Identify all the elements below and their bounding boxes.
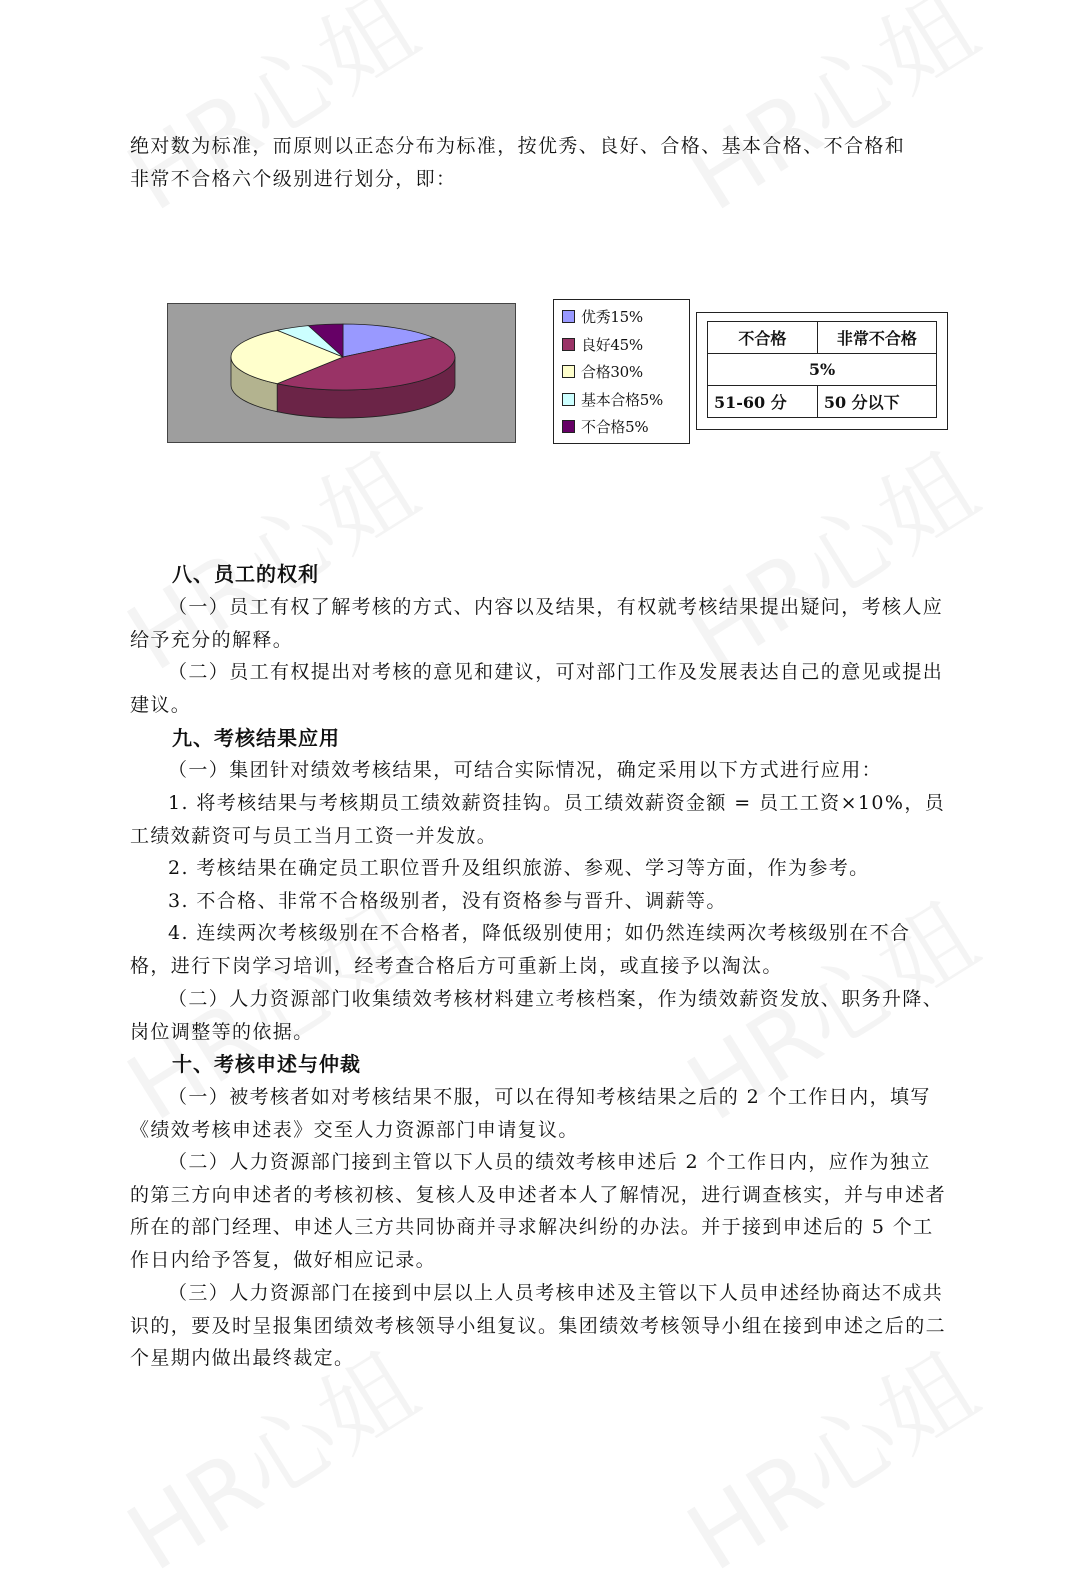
- legend-label: 优秀15%: [581, 308, 643, 327]
- grade-table-frame: [696, 312, 948, 430]
- legend-item: [562, 303, 689, 331]
- section-10-paragraph-3: （三）人力资源部门在接到中层以上人员考核申述及主管以下人员申述经协商达不成共识的，要及时呈报集团绩效考核领导小组复议。集团绩效考核领导小组在接到申述之后的二个星期内做出最终裁定。: [130, 1282, 947, 1370]
- pie-chart-area: [167, 303, 516, 443]
- section-10-paragraph-2: （二）人力资源部门接到主管以下人员的绩效考核申述后 2 个工作日内，应作为独立的第三方向申述者的考核初核、复核人及申述者本人了解情况，进行调查核实，并与申述者所在的部门经理、申述人三方共同协商并寻求解决纠纷的办法。并于接到申述后的 5 个工作日内给予答复，做好相应记录。: [130, 1151, 947, 1271]
- section-8-title: 八、员工的权利: [172, 562, 319, 586]
- table-row: [708, 386, 937, 418]
- legend-swatch: [562, 393, 575, 406]
- section-9-paragraph-2: （二）人力资源部门收集绩效考核材料建立考核档案，作为绩效薪资发放、职务升降、岗位调整等的依据。: [130, 988, 944, 1043]
- pie-chart: [168, 304, 514, 441]
- watermark-text: [99, 0, 438, 236]
- section-9-item-2: 2. 考核结果在确定员工职位晋升及组织旅游、参观、学习等方面，作为参考。: [168, 857, 870, 879]
- legend-item: [562, 413, 689, 441]
- chart-legend: [553, 299, 690, 444]
- section-9-paragraph-1: （一）集团针对绩效考核结果，可结合实际情况，确定采用以下方式进行应用：: [168, 759, 883, 781]
- section-9-title: 九、考核结果应用: [172, 726, 340, 750]
- legend-label: 合格30%: [581, 363, 643, 382]
- legend-swatch: [562, 338, 575, 351]
- section-9-item-4: 4. 连续两次考核级别在不合格者，降低级别使用；如仍然连续两次考核级别在不合格，进行下岗学习培训，经考查合格后方可重新上岗，或直接予以淘汰。: [130, 922, 911, 977]
- legend-label: 基本合格5%: [581, 390, 663, 409]
- section-9-item-1: 1. 将考核结果与考核期员工绩效薪资挂钩。员工绩效薪资金额 = 员工工资×10%，员工绩效薪资可与员工当月工资一并发放。: [130, 792, 946, 847]
- legend-swatch: [562, 310, 575, 323]
- legend-swatch: [562, 420, 575, 433]
- section-8-paragraph-2: （二）员工有权提出对考核的意见和建议，可对部门工作及发展表达自己的意见或提出建议。: [130, 661, 944, 716]
- watermark-text: [659, 0, 998, 236]
- table-cell: 非常不合格: [817, 322, 936, 354]
- legend-swatch: [562, 365, 575, 378]
- table-cell: 不合格: [708, 322, 818, 354]
- legend-item: [562, 386, 689, 414]
- table-row: [708, 354, 937, 386]
- section-10-title: 十、考核申述与仲裁: [172, 1052, 361, 1076]
- legend-label: 良好45%: [581, 335, 643, 354]
- table-row: [708, 322, 937, 354]
- intro-line-2: 非常不合格六个级别进行划分，即：: [130, 168, 457, 190]
- section-8-paragraph-1: （一）员工有权了解考核的方式、内容以及结果，有权就考核结果提出疑问，考核人应给予充分的解释。: [130, 596, 944, 651]
- table-cell: 51-60 分: [708, 386, 818, 418]
- legend-label: 不合格5%: [581, 418, 649, 437]
- table-cell: 5%: [708, 354, 937, 386]
- section-10-paragraph-1: （一）被考核者如对考核结果不服，可以在得知考核结果之后的 2 个工作日内，填写《绩效考核申述表》交至人力资源部门申请复议。: [130, 1086, 931, 1141]
- grade-table: [707, 321, 937, 418]
- intro-line-1: 绝对数为标准，而原则以正态分布为标准，按优秀、良好、合格、基本合格、不合格和: [130, 135, 906, 157]
- table-cell: 50 分以下: [817, 386, 936, 418]
- legend-item: [562, 358, 689, 386]
- legend-item: [562, 331, 689, 359]
- section-9-item-3: 3. 不合格、非常不合格级别者，没有资格参与晋升、调薪等。: [168, 890, 727, 912]
